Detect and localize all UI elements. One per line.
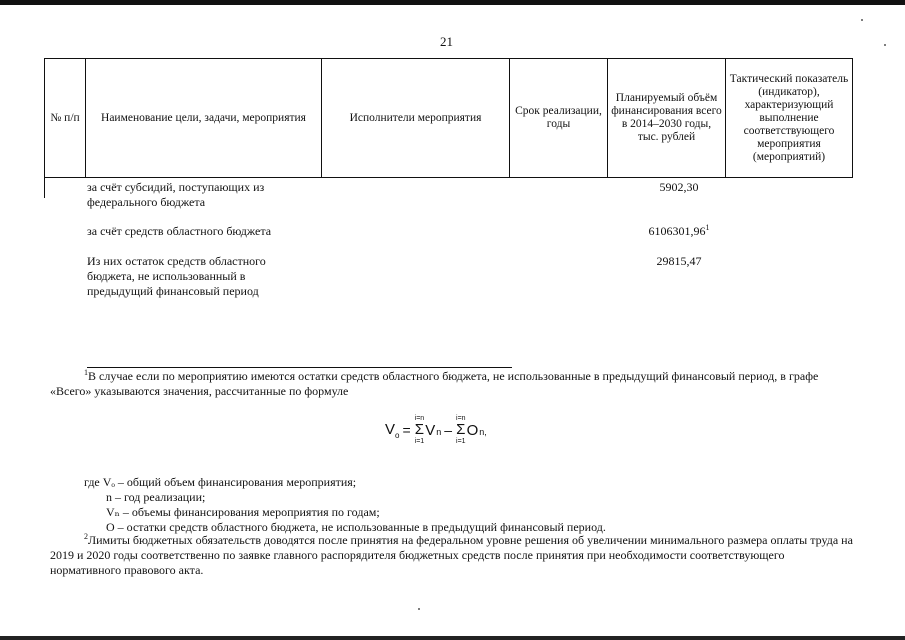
footnote-separator	[87, 367, 512, 368]
legend-line-3: Vₙ – объемы финансирования мероприятия по годам;	[106, 505, 380, 519]
legend-line-1: где Vₒ – общий объем финансирования мероприятия;	[84, 475, 357, 489]
footnote-ref-1: 1	[705, 223, 710, 232]
header-cell-name: Наименование цели, задачи, мероприятия	[86, 59, 322, 178]
scan-speck	[884, 44, 886, 46]
scan-top-edge	[0, 0, 905, 5]
footnote-2-text: Лимиты бюджетных обязательств доводятся после принятия на федеральном уровне решения об увеличении минимального размера оплаты труда на 2019 и 2020 годы соответственно по заявке главного распорядителя бюджетных средств после принятия при необходимости соответствующего нормативного правового акта.	[50, 533, 853, 577]
formula-equals: =	[402, 422, 411, 438]
header-cell-indicator: Тактический показатель (индикатор), характеризующий выполнение соответствующего мероприятия (мероприятий)	[726, 59, 853, 178]
scan-bottom-edge	[0, 636, 905, 640]
formula-minus: –	[444, 422, 453, 438]
formula-term-o: On,	[466, 421, 487, 439]
header-cell-number: № п/п	[45, 59, 86, 178]
scan-speck	[861, 19, 863, 21]
sum-symbol-2: i=n Σ i=1	[456, 415, 466, 445]
legend-line-4: O – остатки средств областного бюджета, не использованные в предыдущий финансовый период.	[106, 520, 606, 534]
row-label-remainder: Из них остаток средств областного бюджета, не использованный в предыдущий финансовый период	[87, 254, 266, 298]
row-label-federal: за счёт субсидий, поступающих из федерального бюджета	[87, 180, 265, 209]
table-left-border	[44, 178, 45, 198]
scan-speck	[418, 608, 420, 610]
page-number: 21	[440, 34, 453, 49]
row-value-regional: 6106301,96$^1$	[648, 223, 710, 238]
sum-symbol-1: i=n Σ i=1	[414, 415, 425, 445]
header-cell-term: Срок реализации, годы	[510, 59, 608, 178]
formula-lhs: $V_o$	[385, 420, 400, 440]
legend-line-2: n – год реализации;	[106, 490, 206, 504]
formula	[385, 412, 487, 448]
footnote-2	[50, 533, 858, 578]
footnote-1-mark: 1	[84, 368, 88, 377]
formula-term-v: Vn	[425, 421, 442, 439]
footnote-2-mark: 2	[84, 532, 88, 541]
row-value-remainder: 29815,47	[656, 254, 702, 268]
row-value-federal: 5902,30	[659, 180, 699, 194]
header-cell-executors: Исполнители мероприятия	[322, 59, 510, 178]
header-cell-funding: Планируемый объём финансирования всего в 2014–2030 годы, тыс. рублей	[608, 59, 726, 178]
row-label-regional: за счёт средств областного бюджета	[87, 224, 272, 238]
table-header	[44, 58, 853, 178]
footnote-1	[50, 369, 858, 399]
footnote-1-text: В случае если по мероприятию имеются остатки средств областного бюджета, не использованные в предыдущий финансовый период, в графе «Всего» указываются значения, рассчитанные по формуле	[50, 369, 819, 398]
